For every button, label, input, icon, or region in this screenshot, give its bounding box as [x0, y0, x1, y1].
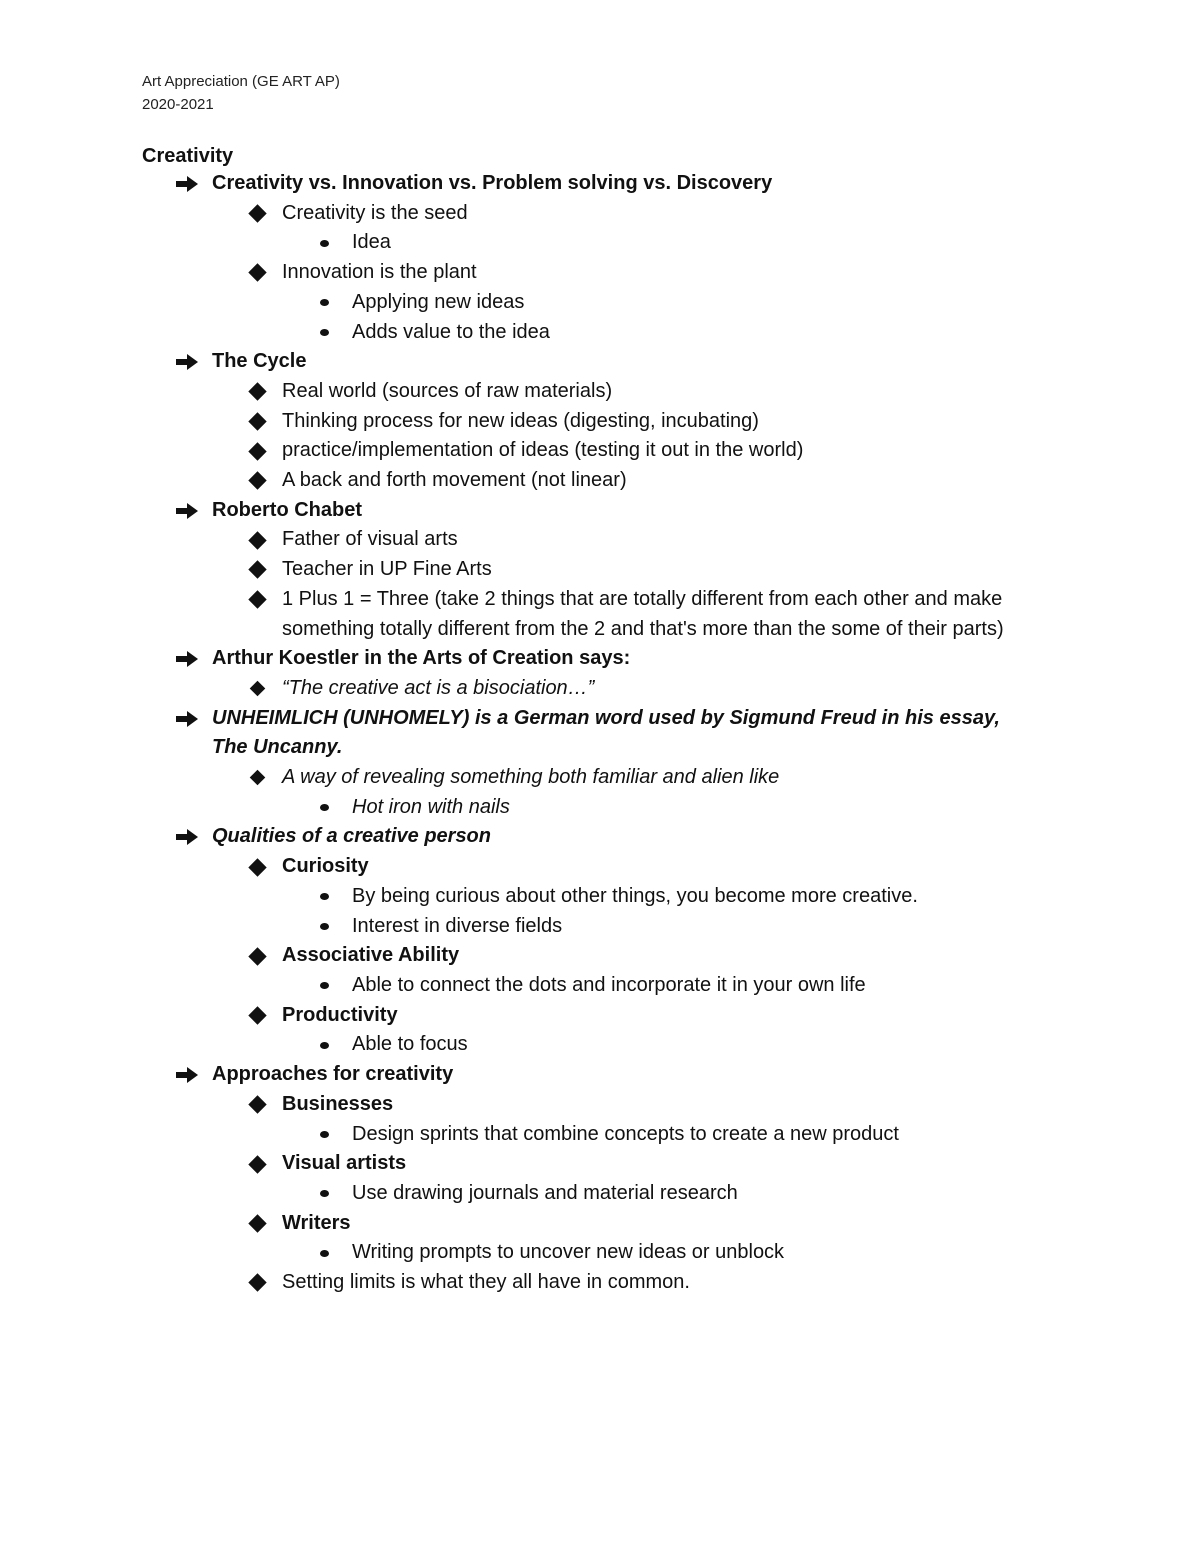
list-item-text: Hot iron with nails [352, 795, 510, 818]
list-item-text: Visual artists [282, 1152, 407, 1175]
arrow-icon [175, 347, 199, 377]
bullet-icon [318, 912, 329, 942]
list-item [0, 199, 1200, 229]
diamond-icon [248, 1149, 264, 1179]
list-item [0, 793, 1200, 823]
list-item-text: Able to focus [352, 1033, 468, 1056]
list-item [0, 1179, 1200, 1209]
list-item [0, 971, 1200, 1001]
list-item [0, 644, 1200, 674]
list-item-text: Applying new ideas [352, 290, 525, 313]
list-item-text: Creativity is the seed [282, 201, 468, 224]
list-item-text: Innovation is the plant [282, 261, 477, 284]
bullet-icon [318, 1238, 329, 1268]
list-item [0, 169, 1200, 199]
list-item [0, 674, 1200, 704]
list-item [0, 496, 1200, 526]
school-year: 2020-2021 [142, 96, 214, 113]
list-item [0, 941, 1200, 971]
bullet-icon [318, 793, 329, 823]
list-item [0, 763, 1200, 793]
diamond-icon [248, 585, 264, 615]
diamond-icon [248, 407, 264, 437]
list-item [0, 882, 1200, 912]
list-item-text: Interest in diverse fields [352, 914, 563, 937]
list-item-text: Associative Ability [282, 944, 460, 967]
list-item-text: Setting limits is what they all have in common. [282, 1271, 690, 1294]
diamond-icon [248, 1001, 264, 1031]
list-item [0, 1120, 1200, 1150]
diamond-icon [248, 199, 264, 229]
list-item [0, 466, 1200, 496]
section-heading: The Cycle [212, 350, 307, 373]
list-item-text: Father of visual arts [282, 528, 458, 551]
notes-outline [0, 169, 1200, 1298]
list-item-text: Thinking process for new ideas (digesting, incubating) [282, 409, 759, 432]
list-item-text: practice/implementation of ideas (testing it out in the world) [282, 439, 804, 462]
list-item [0, 585, 1200, 644]
list-item-text: A back and forth movement (not linear) [282, 469, 627, 492]
list-item-text: A way of revealing something both familiar and alien like [282, 766, 780, 789]
quote-text: “The creative act is a bisociation…” [282, 676, 595, 699]
diamond-icon [248, 436, 264, 466]
diamond-icon [248, 1209, 264, 1239]
list-item [0, 822, 1200, 852]
list-item-text: Curiosity [282, 855, 369, 878]
list-item [0, 407, 1200, 437]
arrow-icon [175, 1060, 199, 1090]
arrow-icon [175, 496, 199, 526]
diamond-icon [248, 763, 263, 793]
list-item [0, 525, 1200, 555]
list-item [0, 852, 1200, 882]
section-heading: Roberto Chabet [212, 498, 362, 521]
diamond-icon [248, 941, 264, 971]
arrow-icon [175, 169, 199, 199]
course-name: Art Appreciation (GE ART AP) [142, 73, 340, 90]
list-item [0, 912, 1200, 942]
section-heading: Creativity vs. Innovation vs. Problem solving vs. Discovery [212, 172, 773, 194]
diamond-icon [248, 852, 264, 882]
bullet-icon [318, 882, 329, 912]
list-item-text: Businesses [282, 1092, 394, 1115]
list-item-text: Real world (sources of raw materials) [282, 379, 613, 402]
list-item [0, 377, 1200, 407]
list-item-text: Writing prompts to uncover new ideas or unblock [352, 1241, 785, 1264]
bullet-icon [318, 288, 329, 318]
section-heading: Qualities of a creative person [212, 825, 491, 848]
list-item [0, 1090, 1200, 1120]
list-item [0, 704, 1200, 763]
list-item [0, 1268, 1200, 1298]
list-item [0, 318, 1200, 348]
list-item-text: Design sprints that combine concepts to create a new product [352, 1122, 899, 1145]
list-item [0, 1030, 1200, 1060]
list-item [0, 1149, 1200, 1179]
list-item [0, 347, 1200, 377]
list-item [0, 1060, 1200, 1090]
list-item-text: By being curious about other things, you become more creative. [352, 884, 918, 907]
list-item-text: 1 Plus 1 = Three (take 2 things that are totally different from each other and make something totally different from the 2 and that's more than the some of their parts) [282, 587, 1004, 640]
diamond-icon [248, 555, 264, 585]
diamond-icon [248, 525, 264, 555]
list-item-text: Productivity [282, 1003, 398, 1026]
list-item [0, 1001, 1200, 1031]
list-item [0, 1238, 1200, 1268]
list-item-text: Use drawing journals and material research [352, 1181, 738, 1204]
section-heading: Arthur Koestler in the Arts of Creation says: [212, 647, 631, 670]
diamond-icon [248, 258, 264, 288]
diamond-icon [248, 377, 264, 407]
bullet-icon [318, 971, 329, 1001]
list-item-text: Adds value to the idea [352, 320, 550, 343]
list-item-text: Able to connect the dots and incorporate it in your own life [352, 973, 866, 996]
bullet-icon [318, 1120, 329, 1150]
diamond-icon [248, 1090, 264, 1120]
arrow-icon [175, 822, 199, 852]
page-title: Creativity [142, 145, 234, 167]
list-item [0, 1209, 1200, 1239]
section-heading: UNHEIMLICH (UNHOMELY) is a German word used by Sigmund Freud in his essay, The Uncanny. [212, 706, 1000, 759]
diamond-icon [248, 674, 263, 704]
list-item [0, 555, 1200, 585]
bullet-icon [318, 228, 329, 258]
bullet-icon [318, 1030, 329, 1060]
diamond-icon [248, 466, 264, 496]
bullet-icon [318, 318, 329, 348]
list-item-text: Teacher in UP Fine Arts [282, 558, 492, 581]
list-item [0, 436, 1200, 466]
diamond-icon [248, 1268, 264, 1298]
list-item [0, 288, 1200, 318]
list-item [0, 228, 1200, 258]
arrow-icon [175, 644, 199, 674]
list-item-text: Writers [282, 1211, 351, 1234]
section-heading: Approaches for creativity [212, 1063, 454, 1086]
document-header [142, 70, 340, 116]
arrow-icon [175, 704, 199, 734]
list-item [0, 258, 1200, 288]
list-item-text: Idea [352, 231, 391, 254]
bullet-icon [318, 1179, 329, 1209]
